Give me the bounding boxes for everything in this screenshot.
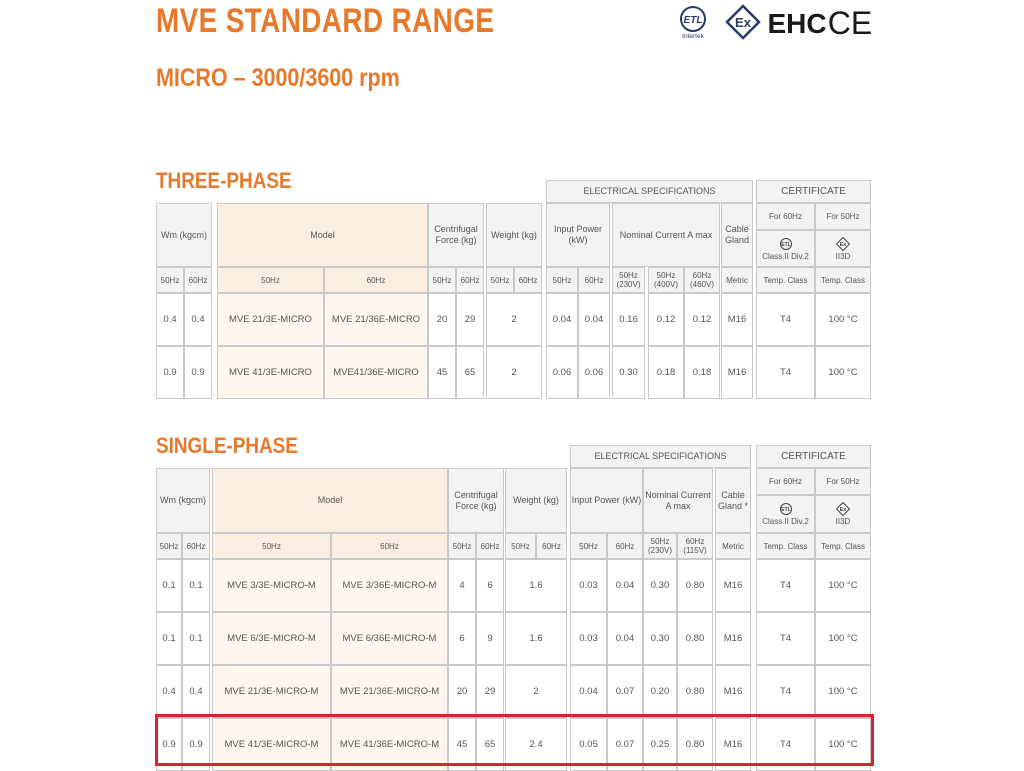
sub-header-4: 50Hz xyxy=(428,267,456,293)
table-cell-temp60: T4 xyxy=(756,559,815,612)
sub-header-4: 50Hz xyxy=(448,533,476,559)
table-cell-temp60: T4 xyxy=(756,718,815,771)
wm-header: Wm (kgcm) xyxy=(156,468,210,533)
sub-header-11: 60Hz (115V) xyxy=(677,533,713,559)
table-cell-wm50: 0.9 xyxy=(156,346,184,399)
table-cell-ip60: 0.07 xyxy=(607,665,643,718)
table-cell-cf60: 6 xyxy=(476,559,504,612)
sub-header-0: 50Hz xyxy=(156,267,184,293)
cert-60hz-header: For 60Hz xyxy=(756,203,815,230)
table-cell-ip50: 0.04 xyxy=(546,293,578,346)
etl-small-icon xyxy=(778,237,794,251)
etl-intertek-logo xyxy=(681,7,705,40)
table-cell-nc1: 0.25 xyxy=(643,718,677,771)
sub-header-5: 60Hz xyxy=(476,533,504,559)
sub-header-14: Temp. Class xyxy=(756,267,815,293)
table-cell-ip50: 0.03 xyxy=(570,612,607,665)
sub-header-7: 60Hz xyxy=(514,267,542,293)
table-cell-weight: 1.6 xyxy=(505,612,567,665)
certificate-header: CERTIFICATE xyxy=(756,180,871,203)
three-phase-title: THREE-PHASE xyxy=(156,168,292,193)
table-cell-wm50: 0.4 xyxy=(156,293,184,346)
cert-etl-cell: ETL Class II Div.2 xyxy=(756,230,815,267)
etl-sub-text: Intertek xyxy=(682,33,704,40)
table-cell-ip60: 0.04 xyxy=(578,293,610,346)
sub-header-10: 50Hz (230V) xyxy=(643,533,677,559)
svg-text:Ex: Ex xyxy=(735,15,751,30)
etl-small-icon xyxy=(778,502,794,516)
sub-header-8: 50Hz xyxy=(546,267,578,293)
table-cell-cf60: 65 xyxy=(456,346,484,399)
cert-etl-cell: ETL Class II Div.2 xyxy=(756,495,815,533)
table-cell-wm50: 0.1 xyxy=(156,559,182,612)
sub-header-1: 60Hz xyxy=(184,267,212,293)
weight-header: Weight (kg) xyxy=(505,468,567,533)
table-cell-nc3: 0.18 xyxy=(684,346,720,399)
table-cell-temp50: 100 °C xyxy=(815,612,871,665)
page-subtitle: MICRO – 3000/3600 rpm xyxy=(156,64,400,92)
table-cell-nc2: 0.80 xyxy=(677,665,713,718)
table-cell-gland: M16 xyxy=(721,293,753,346)
electrical-specs-header: ELECTRICAL SPECIFICATIONS xyxy=(570,445,751,468)
single-phase-title: SINGLE-PHASE xyxy=(156,433,298,458)
table-cell-model50: MVE 21/3E-MICRO-M xyxy=(212,665,331,718)
cable-gland-header: Cable Gland xyxy=(721,203,753,267)
sub-header-3: 60Hz xyxy=(324,267,428,293)
table-cell-wm50: 0.1 xyxy=(156,612,182,665)
sub-header-9: 60Hz xyxy=(578,267,610,293)
cert-50hz-header: For 50Hz xyxy=(815,468,871,495)
cable-gland-header: Cable Gland * xyxy=(715,468,751,533)
svg-text:ETL: ETL xyxy=(683,15,703,26)
table-cell-temp60: T4 xyxy=(756,665,815,718)
cert-ex-cell: Ex II3D xyxy=(815,495,871,533)
table-cell-wm60: 0.9 xyxy=(184,346,212,399)
table-cell-ip50: 0.06 xyxy=(546,346,578,399)
table-cell-nc2: 0.18 xyxy=(648,346,684,399)
table-cell-nc1: 0.30 xyxy=(643,559,677,612)
centrifugal-force-header: Centrifugal Force (kg) xyxy=(428,203,484,267)
svg-text:ETL: ETL xyxy=(780,507,791,513)
table-cell-wm60: 0.1 xyxy=(182,559,210,612)
table-cell-nc2: 0.80 xyxy=(677,612,713,665)
table-cell-cf50: 6 xyxy=(448,612,476,665)
table-cell-cf60: 9 xyxy=(476,612,504,665)
sub-header-14: Temp. Class xyxy=(815,533,871,559)
cert-ex-cell: Ex II3D xyxy=(815,230,871,267)
table-cell-cf50: 45 xyxy=(448,718,476,771)
svg-text:Ex: Ex xyxy=(839,507,847,514)
table-cell-wm60: 0.4 xyxy=(182,665,210,718)
certification-logos xyxy=(676,4,876,40)
table-cell-model50: MVE 41/3E-MICRO xyxy=(217,346,324,399)
page-title: MVE STANDARD RANGE xyxy=(156,2,495,40)
table-cell-nc1: 0.30 xyxy=(643,612,677,665)
centrifugal-force-header: Centrifugal Force (kg) xyxy=(448,468,504,533)
electrical-specs-header: ELECTRICAL SPECIFICATIONS xyxy=(546,180,753,203)
table-cell-temp50: 100 °C xyxy=(815,665,871,718)
sub-header-0: 50Hz xyxy=(156,533,182,559)
table-cell-ip60: 0.04 xyxy=(607,559,643,612)
input-power-header: Input Power (kW) xyxy=(546,203,610,267)
table-cell-temp50: 100 °C xyxy=(815,346,871,399)
table-cell-cf60: 65 xyxy=(476,718,504,771)
sub-header-15: Temp. Class xyxy=(815,267,871,293)
ex-small-icon xyxy=(835,502,851,516)
sub-header-10: 50Hz (230V) xyxy=(612,267,645,293)
table-cell-ip60: 0.07 xyxy=(607,718,643,771)
table-cell-wm50: 0.9 xyxy=(156,718,182,771)
sub-header-6: 50Hz xyxy=(505,533,536,559)
table-cell-cf50: 4 xyxy=(448,559,476,612)
table-cell-gland: M16 xyxy=(715,612,751,665)
eac-logo: EHC xyxy=(767,8,827,39)
sub-header-2: 50Hz xyxy=(212,533,331,559)
table-cell-wm60: 0.4 xyxy=(184,293,212,346)
sub-header-13: Metric xyxy=(721,267,753,293)
weight-header: Weight (kg) xyxy=(486,203,542,267)
ce-logo: CE xyxy=(827,5,873,40)
table-cell-nc3: 0.12 xyxy=(684,293,720,346)
table-cell-model60: MVE 41/36E-MICRO-M xyxy=(331,718,448,771)
table-cell-wm60: 0.1 xyxy=(182,612,210,665)
input-power-header: Input Power (kW) xyxy=(570,468,643,533)
sub-header-12: 60Hz (460V) xyxy=(684,267,720,293)
svg-text:ETL: ETL xyxy=(780,241,791,248)
table-cell-temp50: 100 °C xyxy=(815,293,871,346)
sub-header-9: 60Hz xyxy=(607,533,643,559)
table-cell-nc1: 0.20 xyxy=(643,665,677,718)
table-cell-model60: MVE 21/36E-MICRO xyxy=(324,293,428,346)
table-cell-nc1: 0.30 xyxy=(612,346,645,399)
table-cell-cf60: 29 xyxy=(456,293,484,346)
table-cell-temp60: T4 xyxy=(756,293,815,346)
table-cell-nc2: 0.12 xyxy=(648,293,684,346)
sub-header-3: 60Hz xyxy=(331,533,448,559)
wm-header: Wm (kgcm) xyxy=(156,203,212,267)
ex-logo xyxy=(727,6,759,38)
table-cell-gland: M16 xyxy=(715,718,751,771)
table-cell-temp60: T4 xyxy=(756,346,815,399)
table-cell-temp50: 100 °C xyxy=(815,718,871,771)
sub-header-1: 60Hz xyxy=(182,533,210,559)
table-cell-gland: M16 xyxy=(721,346,753,399)
table-cell-model60: MVE 21/36E-MICRO-M xyxy=(331,665,448,718)
sub-header-8: 50Hz xyxy=(570,533,607,559)
table-cell-model60: MVE 6/36E-MICRO-M xyxy=(331,612,448,665)
table-cell-nc2: 0.80 xyxy=(677,559,713,612)
certificate-header: CERTIFICATE xyxy=(756,445,871,468)
nominal-current-header: Nominal Current A max xyxy=(612,203,720,267)
sub-header-7: 60Hz xyxy=(536,533,567,559)
table-cell-model60: MVE 3/36E-MICRO-M xyxy=(331,559,448,612)
nominal-current-header: Nominal Current A max xyxy=(643,468,713,533)
cert-50hz-header: For 50Hz xyxy=(815,203,871,230)
table-cell-ip50: 0.03 xyxy=(570,559,607,612)
table-cell-model50: MVE 6/3E-MICRO-M xyxy=(212,612,331,665)
table-cell-gland: M16 xyxy=(715,559,751,612)
table-cell-weight: 2.4 xyxy=(505,718,567,771)
table-cell-model60: MVE41/36E-MICRO xyxy=(324,346,428,399)
sub-header-6: 50Hz xyxy=(486,267,514,293)
table-cell-cf60: 29 xyxy=(476,665,504,718)
table-cell-weight: 2 xyxy=(486,346,542,399)
table-cell-nc1: 0.16 xyxy=(612,293,645,346)
table-cell-temp60: T4 xyxy=(756,612,815,665)
table-cell-ip60: 0.06 xyxy=(578,346,610,399)
table-cell-ip60: 0.04 xyxy=(607,612,643,665)
table-cell-model50: MVE 3/3E-MICRO-M xyxy=(212,559,331,612)
table-cell-gland: M16 xyxy=(715,665,751,718)
table-cell-nc2: 0.80 xyxy=(677,718,713,771)
table-cell-wm60: 0.9 xyxy=(182,718,210,771)
cert-60hz-header: For 60Hz xyxy=(756,468,815,495)
svg-text:Ex: Ex xyxy=(839,241,847,248)
table-cell-ip50: 0.05 xyxy=(570,718,607,771)
model-header: Model xyxy=(212,468,448,533)
table-cell-cf50: 45 xyxy=(428,346,456,399)
table-cell-cf50: 20 xyxy=(448,665,476,718)
table-cell-weight: 2 xyxy=(505,665,567,718)
table-cell-weight: 1.6 xyxy=(505,559,567,612)
sub-header-11: 50Hz (400V) xyxy=(648,267,684,293)
model-header: Model xyxy=(217,203,428,267)
sub-header-12: Metric xyxy=(715,533,751,559)
table-cell-ip50: 0.04 xyxy=(570,665,607,718)
sub-header-2: 50Hz xyxy=(217,267,324,293)
sub-header-5: 60Hz xyxy=(456,267,484,293)
table-cell-weight: 2 xyxy=(486,293,542,346)
table-cell-cf50: 20 xyxy=(428,293,456,346)
table-cell-wm50: 0.4 xyxy=(156,665,182,718)
sub-header-13: Temp. Class xyxy=(756,533,815,559)
table-cell-model50: MVE 21/3E-MICRO xyxy=(217,293,324,346)
table-cell-temp50: 100 °C xyxy=(815,559,871,612)
table-cell-model50: MVE 41/3E-MICRO-M xyxy=(212,718,331,771)
ex-small-icon xyxy=(835,237,851,251)
